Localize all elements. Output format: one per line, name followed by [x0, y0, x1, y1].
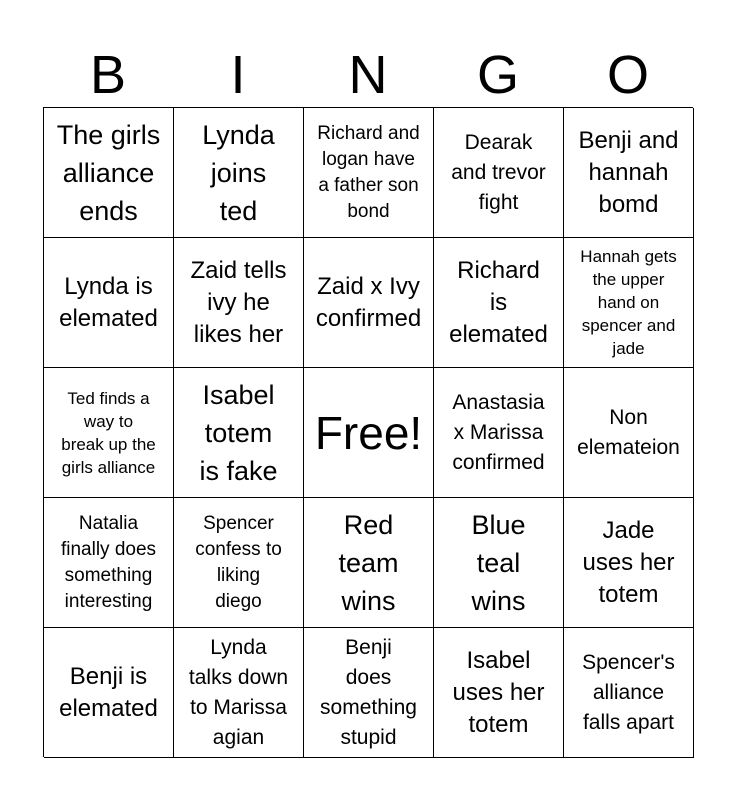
cell-label: Benji and hannah bomd [578, 126, 679, 218]
bingo-cell-r1c2[interactable] [174, 108, 304, 238]
bingo-cell-r5c1[interactable] [44, 628, 174, 758]
cell-label: Lynda is elemated [59, 272, 158, 332]
cell-label: Spencer confess to liking diego [195, 512, 282, 612]
cell-label: Benji is elemated [59, 662, 158, 722]
bingo-cell-free-space[interactable] [304, 368, 434, 498]
bingo-cell-r4c2[interactable] [174, 498, 304, 628]
bingo-cell-r2c4[interactable] [434, 238, 564, 368]
bingo-cell-r2c3[interactable] [304, 238, 434, 368]
bingo-cell-r2c1[interactable] [44, 238, 174, 368]
cell-label: Non elemateion [577, 405, 680, 459]
header-letter-b: B [89, 45, 127, 105]
cell-label: Red team wins [338, 509, 399, 616]
bingo-cell-r4c1[interactable] [44, 498, 174, 628]
bingo-cell-r3c4[interactable] [434, 368, 564, 498]
bingo-header [43, 44, 693, 106]
bingo-cell-r2c5[interactable] [564, 238, 694, 368]
cell-label: Dearak and trevor fight [451, 130, 546, 214]
header-letter-n: N [348, 45, 388, 105]
bingo-cell-r3c2[interactable] [174, 368, 304, 498]
bingo-cell-r5c3[interactable] [304, 628, 434, 758]
bingo-cell-r1c3[interactable] [304, 108, 434, 238]
cell-label: Jade uses her totem [582, 516, 675, 608]
cell-label: Hannah gets the upper hand on spencer and jade [580, 247, 677, 358]
cell-label: Isabel totem is fake [199, 379, 278, 486]
bingo-cell-r3c5[interactable] [564, 368, 694, 498]
cell-label: Spencer's alliance falls apart [582, 650, 675, 734]
bingo-cell-r3c1[interactable] [44, 368, 174, 498]
cell-label: Zaid tells ivy he likes her [190, 256, 287, 348]
cell-label: Lynda talks down to Marissa agian [188, 635, 289, 749]
bingo-card-grid [43, 107, 693, 757]
cell-label: Zaid x Ivy confirmed [315, 272, 422, 332]
cell-label: Lynda joins ted [202, 119, 275, 226]
cell-label: Anastasia x Marissa confirmed [452, 390, 545, 474]
cell-label: Natalia finally does something interesting [60, 512, 157, 612]
bingo-cell-r1c5[interactable] [564, 108, 694, 238]
bingo-cell-r4c5[interactable] [564, 498, 694, 628]
cell-label: Benji does something stupid [320, 635, 417, 749]
header-letter-i: I [230, 45, 246, 105]
bingo-cell-r4c3[interactable] [304, 498, 434, 628]
header-letter-g: G [476, 45, 519, 105]
cell-label: The girls alliance ends [56, 119, 161, 226]
cell-label: Richard is elemated [449, 256, 548, 348]
cell-label: Blue teal wins [471, 509, 526, 616]
bingo-cell-r5c2[interactable] [174, 628, 304, 758]
cell-label: Isabel uses her totem [452, 646, 545, 738]
bingo-cell-r4c4[interactable] [434, 498, 564, 628]
bingo-cell-r1c1[interactable] [44, 108, 174, 238]
bingo-cell-r5c4[interactable] [434, 628, 564, 758]
cell-label: Ted finds a way to break up the girls alliance [61, 388, 156, 477]
cell-label: Free! [314, 406, 423, 459]
bingo-cell-r2c2[interactable] [174, 238, 304, 368]
cell-label: Richard and logan have a father son bond [317, 122, 420, 222]
bingo-cell-r5c5[interactable] [564, 628, 694, 758]
bingo-cell-r1c4[interactable] [434, 108, 564, 238]
header-letter-o: O [606, 45, 649, 105]
